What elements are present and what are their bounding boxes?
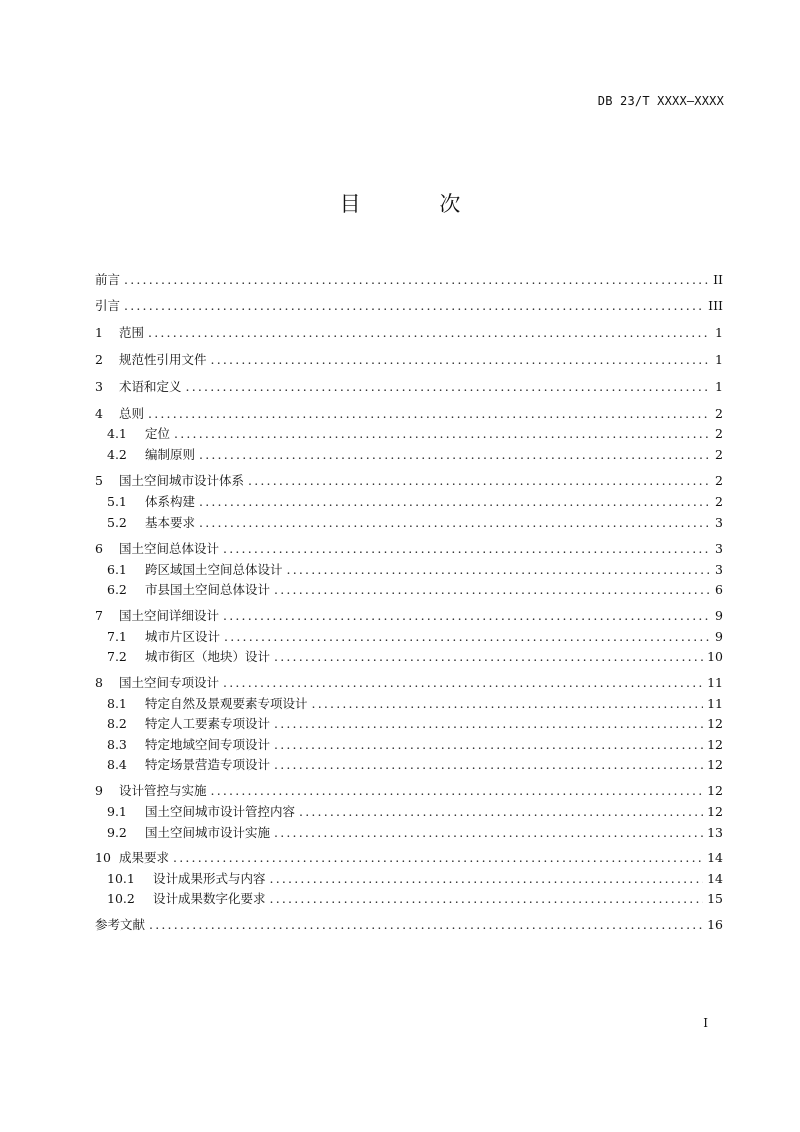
- toc-label: 城市街区（地块）设计: [145, 649, 271, 664]
- toc-label: 特定人工要素专项设计: [145, 716, 271, 731]
- toc-number: 4.1: [107, 426, 127, 441]
- toc-entry[interactable]: [95, 606, 723, 626]
- toc-label: 国土空间城市设计体系: [119, 473, 245, 488]
- toc-number: 7.1: [107, 629, 127, 644]
- toc-entry[interactable]: [95, 270, 723, 290]
- toc-number: 5: [95, 473, 103, 488]
- toc-page-number: II: [713, 272, 723, 287]
- standard-code: DB 23/T XXXX—XXXX: [597, 94, 724, 108]
- dot-leader: [287, 562, 709, 577]
- toc-number: 3: [95, 379, 103, 394]
- toc-entry[interactable]: [95, 513, 723, 533]
- dot-leader: [173, 850, 703, 865]
- toc-page-number: 13: [707, 825, 723, 840]
- dot-leader: [223, 608, 709, 623]
- toc-page-number: 6: [715, 582, 723, 597]
- toc-number: 8: [95, 675, 103, 690]
- toc-page-number: 12: [707, 804, 723, 819]
- dot-leader: [199, 447, 709, 462]
- toc-entry[interactable]: [95, 296, 723, 316]
- toc-page-number: 11: [707, 675, 723, 690]
- dot-leader: [199, 515, 709, 530]
- toc-entry[interactable]: [95, 492, 723, 512]
- toc-page-number: 10: [707, 649, 723, 664]
- toc-number: 4: [95, 406, 103, 421]
- dot-leader: [186, 379, 709, 394]
- toc-entry[interactable]: [95, 560, 723, 580]
- toc-page-number: 3: [715, 515, 723, 530]
- toc-label: 引言: [95, 298, 121, 313]
- toc-label: 基本要求: [145, 515, 196, 530]
- toc-page-number: 9: [715, 629, 723, 644]
- toc-entry[interactable]: [95, 889, 723, 909]
- dot-leader: [274, 825, 703, 840]
- toc-entry[interactable]: [95, 823, 723, 843]
- toc-entry[interactable]: [95, 694, 723, 714]
- toc-number: 9.2: [107, 825, 127, 840]
- toc-label: 国土空间城市设计管控内容: [145, 804, 296, 819]
- toc-label: 定位: [145, 426, 171, 441]
- toc-entry[interactable]: [95, 471, 723, 491]
- toc-label: 术语和定义: [119, 379, 182, 394]
- toc-entry[interactable]: [95, 323, 723, 343]
- dot-leader: [299, 804, 703, 819]
- toc-page-number: 11: [707, 696, 723, 711]
- dot-leader: [224, 629, 709, 644]
- toc-number: 10.2: [107, 891, 135, 906]
- toc-page-number: 3: [715, 562, 723, 577]
- toc-label: 设计成果数字化要求: [153, 891, 266, 906]
- toc-entry[interactable]: [95, 350, 723, 370]
- toc-page-number: 2: [715, 406, 723, 421]
- toc-label: 国土空间详细设计: [119, 608, 220, 623]
- dot-leader: [274, 582, 709, 597]
- page-title: 目 次: [339, 192, 497, 216]
- toc-label: 规范性引用文件: [119, 352, 207, 367]
- dot-leader: [270, 891, 704, 906]
- toc-entry[interactable]: [95, 539, 723, 559]
- toc-page-number: 12: [707, 757, 723, 772]
- toc-page-number: 2: [715, 494, 723, 509]
- dot-leader: [274, 649, 703, 664]
- toc-number: 8.1: [107, 696, 127, 711]
- dot-leader: [174, 426, 709, 441]
- toc-entry[interactable]: [95, 580, 723, 600]
- toc-page-number: 1: [715, 352, 723, 367]
- toc-entry[interactable]: [95, 377, 723, 397]
- toc-number: 10: [95, 850, 111, 865]
- toc-number: 1: [95, 325, 103, 340]
- toc-label: 前言: [95, 272, 121, 287]
- toc-label: 体系构建: [145, 494, 196, 509]
- toc-number: 6: [95, 541, 103, 556]
- toc-page-number: 1: [715, 379, 723, 394]
- toc-number: 7.2: [107, 649, 127, 664]
- toc-number: 6.2: [107, 582, 127, 597]
- toc-label: 跨区域国土空间总体设计: [145, 562, 283, 577]
- toc-page-number: III: [708, 298, 723, 313]
- dot-leader: [312, 696, 704, 711]
- toc-label: 市县国土空间总体设计: [145, 582, 271, 597]
- toc-label: 国土空间专项设计: [119, 675, 220, 690]
- toc-page-number: 14: [707, 850, 723, 865]
- dot-leader: [274, 716, 703, 731]
- toc-label: 编制原则: [145, 447, 196, 462]
- toc-entry[interactable]: [95, 714, 723, 734]
- toc-number: 5.1: [107, 494, 127, 509]
- toc-label: 城市片区设计: [145, 629, 221, 644]
- dot-leader: [149, 917, 703, 932]
- toc-entry[interactable]: [95, 869, 723, 889]
- toc-page-number: 2: [715, 426, 723, 441]
- toc-number: 4.2: [107, 447, 127, 462]
- toc-page-number: 1: [715, 325, 723, 340]
- toc-number: 8.3: [107, 737, 127, 752]
- toc-number: 6.1: [107, 562, 127, 577]
- toc-number: 9.1: [107, 804, 127, 819]
- dot-leader: [274, 757, 703, 772]
- toc-page-number: 14: [707, 871, 723, 886]
- toc-entry[interactable]: [95, 627, 723, 647]
- toc-label: 设计成果形式与内容: [153, 871, 266, 886]
- toc-label: 特定自然及景观要素专项设计: [145, 696, 308, 711]
- dot-leader: [148, 406, 709, 421]
- toc-number: 8.2: [107, 716, 127, 731]
- toc-page-number: 9: [715, 608, 723, 623]
- toc-entry[interactable]: [95, 673, 723, 693]
- toc-number: 7: [95, 608, 103, 623]
- toc-page-number: 12: [707, 737, 723, 752]
- dot-leader: [223, 675, 703, 690]
- toc-page-number: 3: [715, 541, 723, 556]
- dot-leader: [124, 272, 709, 287]
- toc-label: 国土空间总体设计: [119, 541, 220, 556]
- toc-label: 特定场景营造专项设计: [145, 757, 271, 772]
- dot-leader: [274, 737, 703, 752]
- toc-label: 国土空间城市设计实施: [145, 825, 271, 840]
- toc-number: 10.1: [107, 871, 135, 886]
- dot-leader: [148, 325, 709, 340]
- toc-page-number: 16: [707, 917, 723, 932]
- dot-leader: [248, 473, 709, 488]
- toc-label: 成果要求: [119, 850, 170, 865]
- toc-entry[interactable]: [95, 802, 723, 822]
- toc-page-number: 12: [707, 716, 723, 731]
- toc-entry[interactable]: [95, 848, 723, 868]
- toc-entry[interactable]: [95, 755, 723, 775]
- toc-entry[interactable]: [95, 735, 723, 755]
- toc-label: 范围: [119, 325, 145, 340]
- toc-entry[interactable]: [95, 915, 723, 935]
- toc-page-number: 15: [707, 891, 723, 906]
- toc-label: 设计管控与实施: [119, 783, 207, 798]
- toc-page-number: 12: [707, 783, 723, 798]
- toc-page-number: 2: [715, 473, 723, 488]
- dot-leader: [211, 352, 709, 367]
- page-number: I: [703, 1016, 708, 1030]
- toc-entry[interactable]: [95, 647, 723, 667]
- toc-entry[interactable]: [95, 424, 723, 444]
- toc-label: 参考文献: [95, 917, 146, 932]
- toc-entry[interactable]: [95, 781, 723, 801]
- dot-leader: [223, 541, 709, 556]
- dot-leader: [124, 298, 704, 313]
- toc-entry[interactable]: [95, 404, 723, 424]
- toc-entry[interactable]: [95, 445, 723, 465]
- toc-label: 总则: [119, 406, 145, 421]
- dot-leader: [211, 783, 704, 798]
- toc-number: 5.2: [107, 515, 127, 530]
- toc-number: 8.4: [107, 757, 127, 772]
- toc-page-number: 2: [715, 447, 723, 462]
- toc-number: 9: [95, 783, 103, 798]
- toc-number: 2: [95, 352, 103, 367]
- dot-leader: [199, 494, 709, 509]
- dot-leader: [270, 871, 704, 886]
- toc-label: 特定地域空间专项设计: [145, 737, 271, 752]
